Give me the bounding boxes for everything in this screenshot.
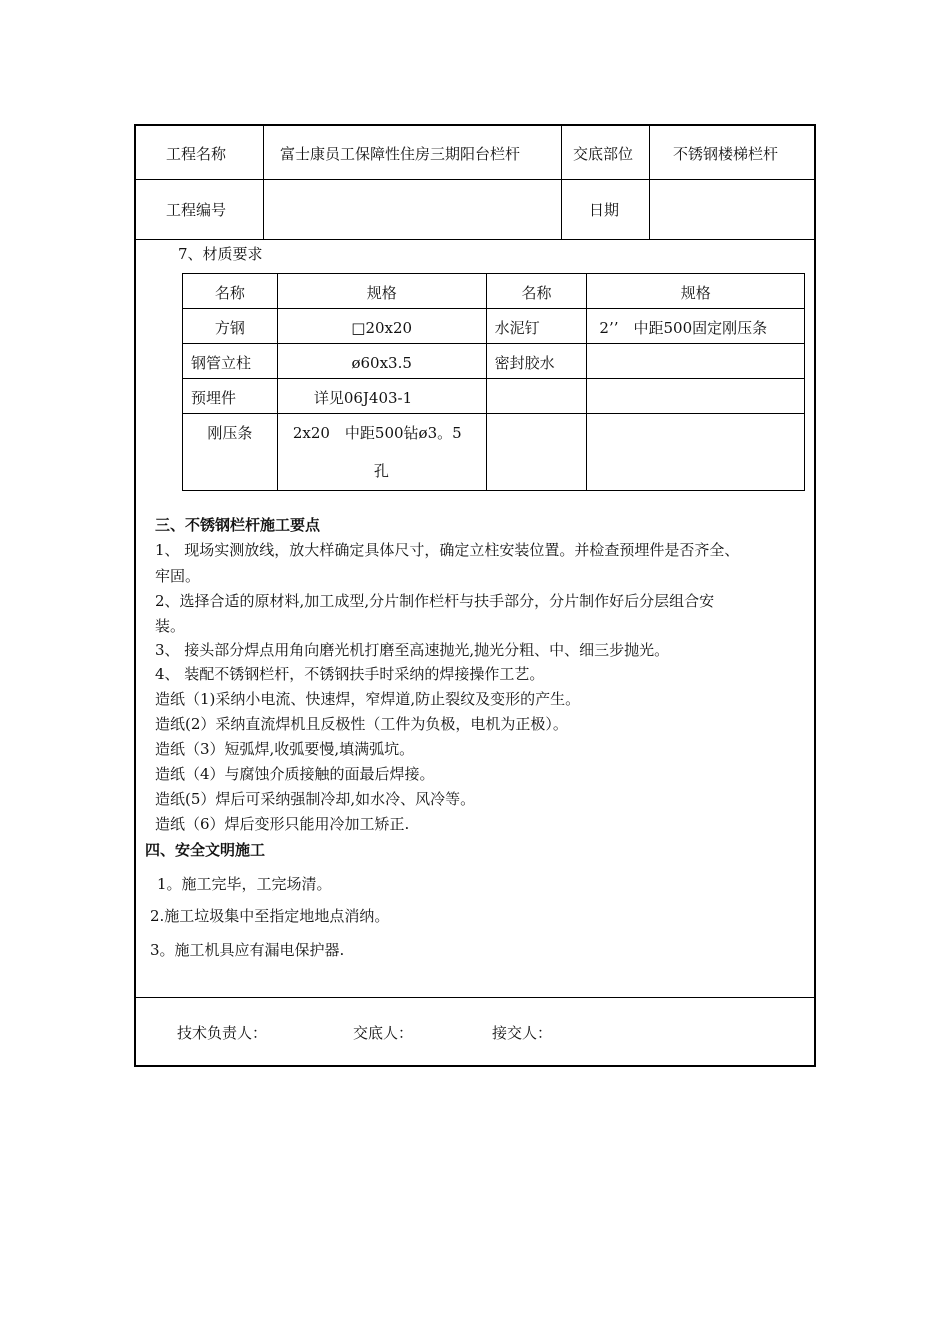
table-row — [183, 414, 805, 491]
section3-p2-line2: 装。 — [155, 617, 186, 635]
section3-p3: 3、 接头部分焊点用角向磨光机打磨至高速抛光,抛光分粗、中、细三步抛光。 — [155, 641, 670, 659]
table-cell: ø60x3.5 — [277, 344, 486, 379]
table-cell: □20x20 — [277, 309, 486, 344]
table-cell — [587, 379, 805, 414]
table-header: 规格 — [587, 274, 805, 309]
table-cell: 2’’ 中距500固定刚压条 — [587, 309, 805, 344]
header-col-3 — [649, 125, 650, 239]
section4-item1: 1。施工完毕，工完场清。 — [157, 875, 332, 893]
table-row — [183, 379, 805, 414]
section4-item2: 2.施工垃圾集中至指定地地点消纳。 — [150, 907, 390, 925]
table-cell — [277, 414, 486, 491]
section3-s5: 造纸(5）焊后可采纳强制冷却,如水冷、风冷等。 — [155, 790, 476, 808]
table-cell: 详见06J403-1 — [277, 379, 486, 414]
table-cell: 刚压条 — [183, 414, 278, 491]
section3-s6: 造纸（6）焊后变形只能用冷加工矫正. — [155, 815, 410, 833]
section4-item3: 3。施工机具应有漏电保护器. — [150, 941, 345, 959]
project-name-value: 富士康员工保障性住房三期阳台栏杆 — [280, 145, 521, 163]
header-divider-1 — [135, 179, 815, 180]
header-col-2 — [561, 125, 562, 239]
date-label: 日期 — [589, 201, 620, 219]
table-cell — [486, 414, 587, 491]
tech-lead-label: 技术负责人： — [177, 1024, 268, 1042]
footer-divider — [135, 997, 815, 998]
section3-s1: 造纸（1)采纳小电流、快速焊，窄焊道,防止裂纹及变形的产生。 — [155, 690, 581, 708]
materials-heading: 7、材质要求 — [178, 245, 263, 263]
materials-header-row — [183, 274, 805, 309]
section3-p2-line1: 2、选择合适的原材料,加工成型,分片制作栏杆与扶手部分，分片制作好后分层组合安 — [155, 592, 715, 610]
table-header: 规格 — [277, 274, 486, 309]
header-divider-2 — [135, 239, 815, 240]
section3-s4: 造纸（4）与腐蚀介质接触的面最后焊接。 — [155, 765, 435, 783]
table-header: 名称 — [486, 274, 587, 309]
header-col-1 — [263, 125, 264, 239]
table-cell — [587, 344, 805, 379]
table-cell: 预埋件 — [183, 379, 278, 414]
row4-spec-line2: 孔 — [373, 462, 389, 480]
project-name-label: 工程名称 — [166, 145, 227, 163]
table-cell — [587, 414, 805, 491]
handover-by-label: 交底人： — [353, 1024, 414, 1042]
table-cell: 密封胶水 — [486, 344, 587, 379]
section3-p1-line1: 1、 现场实测放线，放大样确定具体尺寸，确定立柱安装位置。并检查预埋件是否齐全、 — [155, 541, 740, 559]
section3-p4: 4、 装配不锈钢栏杆，不锈钢扶手时采纳的焊接操作工艺。 — [155, 665, 545, 683]
table-cell: 水泥钉 — [486, 309, 587, 344]
section4-title: 四、安全文明施工 — [145, 841, 266, 859]
materials-table — [182, 273, 805, 491]
handover-part-label: 交底部位 — [573, 145, 634, 163]
table-cell: 方钢 — [183, 309, 278, 344]
row4-spec-line1: 2x20 中距500钻ø3。5 — [292, 424, 462, 442]
section3-s3: 造纸（3）短弧焊,收弧要慢,填满弧坑。 — [155, 740, 415, 758]
table-header: 名称 — [183, 274, 278, 309]
table-row — [183, 309, 805, 344]
section3-title: 三、不锈钢栏杆施工要点 — [155, 516, 321, 534]
table-row — [183, 344, 805, 379]
project-no-label: 工程编号 — [166, 201, 227, 219]
handover-part-value: 不锈钢楼梯栏杆 — [673, 145, 779, 163]
table-cell — [486, 379, 587, 414]
received-by-label: 接交人： — [492, 1024, 553, 1042]
section3-s2: 造纸(2）采纳直流焊机且反极性（工件为负极，电机为正极）。 — [155, 715, 568, 733]
section3-p1-line2: 牢固。 — [155, 567, 201, 585]
table-cell: 钢管立柱 — [183, 344, 278, 379]
